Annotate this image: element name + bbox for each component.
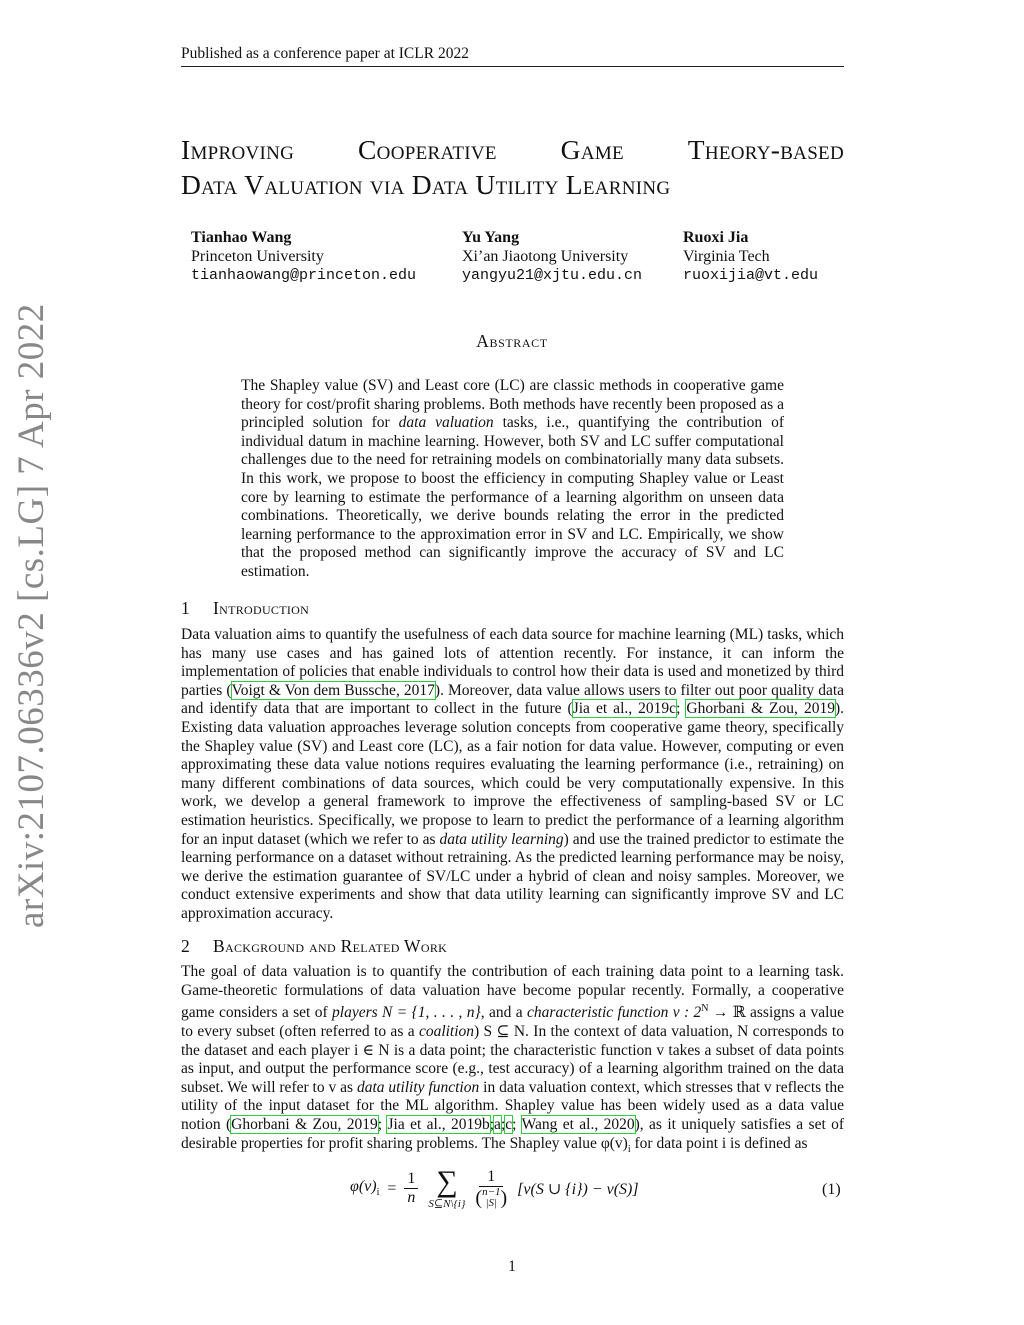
citation-year[interactable]: 2019b (450, 1115, 490, 1133)
eq-subscript: i (376, 1187, 380, 1199)
body-emphasis: coalition (418, 1022, 475, 1040)
abstract-text: The Shapley value (SV) and Least core (LC) are classic methods in cooperative game theory for cost/profit sharing problems. Both methods have recently been proposed as a principled solution for (241, 377, 784, 432)
section-number: 1 (181, 598, 191, 618)
citation-authors[interactable]: Ghorbani & Zou (686, 700, 795, 718)
body-text: in data valuation context, which stresses that v reflects the utility of the input dataset for the ML algorithm. Shapley value has been widely used as a data value notion ( (181, 1078, 844, 1133)
citation-year[interactable]: 2017 (403, 681, 435, 699)
citation-sep: ; (489, 1115, 495, 1133)
title-word: Theory-based (687, 134, 844, 165)
citation-link[interactable] (522, 1116, 635, 1133)
citation-sep: ; (377, 1115, 388, 1133)
math-subscript: i (627, 1143, 631, 1155)
author-email: tianhaowang@princeton.edu (191, 267, 417, 284)
eq-binomial: ( n−1 |S| ) (475, 1186, 508, 1209)
body-text: for data point i is defined as (630, 1134, 808, 1152)
author-name: Ruoxi Jia (683, 229, 749, 246)
citation-sep: , (395, 681, 404, 699)
body-emphasis: data utility learning (439, 830, 564, 848)
citation-link[interactable]: c (505, 1115, 513, 1133)
body-text: The goal of data valuation is to quantify the contribution of each training data point to a learning task. Game-theoretic formulations of data valuation have become popular recently. Formally, a cooperative game considers a set of (181, 963, 844, 1022)
eq-sum-index: S⊆N\{i} (428, 1198, 466, 1210)
abstract-body (241, 377, 784, 582)
citation-authors[interactable]: Voigt & Von dem Bussche (231, 681, 396, 699)
eq-numerator: 1 (479, 1168, 503, 1187)
citation-year[interactable]: 2020 (603, 1115, 635, 1133)
author-name: Tianhao Wang (191, 229, 292, 246)
citation-year[interactable]: 2019c (638, 700, 677, 718)
author-email: ruoxijia@vt.edu (683, 267, 819, 284)
equation-number: (1) (822, 1181, 841, 1198)
math-inline: v : 2 (668, 1004, 702, 1022)
body-emphasis: characteristic function (527, 1004, 669, 1022)
citation-sep: ; (676, 700, 687, 718)
equation-shapley (350, 1167, 639, 1210)
eq-binom-bottom: |S| (485, 1197, 498, 1209)
abstract-heading: Abstract (476, 331, 548, 351)
body-text: ), as it uniquely satisfies a set of desirable properties for profit sharing problems. The Shapley value φ(v) (181, 1115, 845, 1152)
page-number: 1 (508, 1258, 516, 1275)
abstract-text: tasks, i.e., quantifying the contribution of individual datum in machine learning. However, both SV and LC suffer computational challenges due to the need for retraining models on combinatorially many data subsets. In this work, we propose to boost the efficiency in computing Shapley value or Least core by learning to estimate the performance of a learning algorithm on unseen data combinations. Theoretically, we derive bounds relating the error in the predicted learning performance to the approximation error in SV and LC. Empirically, we show that the proposed method can significantly improve the accuracy of SV and LC estimation. (241, 414, 784, 580)
citation-link[interactable] (232, 682, 435, 699)
arxiv-stamp: arXiv:2107.06336v2 [cs.LG] 7 Apr 2022 (11, 303, 52, 928)
citation-sep: , (441, 1115, 451, 1133)
eq-summation (428, 1167, 465, 1210)
body-text: Data valuation aims to quantify the usefulness of each data source for machine learning (ML) tasks, which has many use cases and has gained lots of attention recently. For instance, it can inform the implementation of policies that enable individuals to control how their data is used and monetized by third parties ( (181, 626, 844, 699)
citation-link[interactable] (387, 1116, 489, 1133)
intro-paragraph (181, 626, 844, 924)
author-affiliation: Xi’an Jiaotong University (462, 248, 629, 265)
paper-title (181, 132, 844, 202)
author-affiliation: Virginia Tech (683, 248, 770, 265)
eq-sum-symbol: ∑ (436, 1165, 458, 1198)
title-word: Game (560, 134, 624, 165)
author-affiliation: Princeton University (191, 248, 324, 265)
body-text: ) and use the trained predictor to estimate the learning performance on a dataset without retraining. As the predicted learning performance may be noisy, we derive the estimation guarantee of SV/LC under a hybrid of clean and noisy samples. Moreover, we conduct extensive experiments and show that data utility learning can significantly improve SV and LC approximation accuracy. (181, 830, 844, 922)
eq-rhs: [v(S ∪ {i}) − v(S)] (517, 1180, 639, 1198)
running-head: Published as a conference paper at ICLR 2022 (181, 45, 469, 62)
math-inline: N = {1, . . . , n} (377, 1004, 481, 1022)
citation-link[interactable]: a (494, 1115, 501, 1133)
section-title: Introduction (213, 598, 310, 618)
citation-authors[interactable]: Ghorbani & Zou (231, 1115, 338, 1133)
citation-link[interactable] (686, 700, 835, 717)
citation-authors[interactable]: Jia et al. (387, 1115, 442, 1133)
citation-sep: ; (512, 1115, 522, 1133)
eq-fraction (475, 1168, 507, 1209)
eq-fraction (404, 1170, 418, 1207)
abstract-emphasis: data valuation (398, 414, 494, 432)
body-emphasis: players (332, 1004, 378, 1022)
citation-sep: , (337, 1115, 347, 1133)
header-rule (181, 66, 844, 67)
title-word: Improving (181, 134, 295, 165)
body-text: assigns a value to every subset (often referred to as a (181, 1004, 845, 1040)
citation-sep: , (594, 1115, 604, 1133)
citation-year[interactable]: 2019 (346, 1115, 378, 1133)
citation-year[interactable]: 2019 (803, 700, 835, 718)
background-paragraph (181, 963, 844, 1159)
eq-equals: = (383, 1179, 401, 1197)
eq-lhs: φ(v) (350, 1178, 377, 1196)
section-heading-background (181, 936, 447, 957)
eq-binom-top: n−1 (482, 1186, 501, 1198)
title-word: Cooperative (358, 134, 497, 165)
author-block (683, 228, 818, 285)
citation-authors[interactable]: Jia et al. (572, 700, 629, 718)
body-text: ) S ⊆ N. In the context of data valuation, N corresponds to the dataset and each player i ∈ N is a data point; the characteristic function v takes a subset of data points as input, and output the performance score (e.g., test accuracy) of a learning algorithm trained on the data subset. We will refer to v as (181, 1022, 844, 1096)
section-heading-introduction (181, 598, 309, 619)
citation-link[interactable] (231, 1116, 378, 1133)
eq-numerator: 1 (404, 1170, 418, 1189)
math-inline: → ℝ (708, 1004, 746, 1022)
citation-sep: , (628, 700, 639, 718)
author-block (462, 228, 642, 285)
author-block (191, 228, 416, 285)
body-text: ). Existing data valuation approaches leverage solution concepts from cooperative game theory, specifically the Shapley value (SV) and Least core (LC), as a fair notion for data value. However, computing or even approximating these data value notions requires evaluating the learning performance (i.e., retraining) on many different combinations of data sources, which could be very computationally expensive. In this work, we develop a general framework to improve the effectiveness of sampling-based SV or LC estimation heuristics. Specifically, we propose to learn to predict the performance of a learning algorithm for an input dataset (which we refer to as (181, 700, 845, 848)
citation-authors[interactable]: Wang et al. (521, 1115, 595, 1133)
body-emphasis: data utility function (356, 1078, 480, 1096)
citation-sep: , (794, 700, 804, 718)
citation-link[interactable] (573, 700, 676, 717)
body-text: ). Moreover, data value allows users to filter out poor quality data and identify data that are important to collect in the future ( (181, 681, 845, 718)
eq-denominator: n (407, 1189, 416, 1206)
author-name: Yu Yang (462, 229, 520, 246)
citation-sep: ; (500, 1115, 506, 1133)
section-title: Background and Related Work (213, 936, 448, 956)
author-email: yangyu21@xjtu.edu.cn (462, 267, 643, 284)
section-number: 2 (181, 936, 191, 956)
body-text: , and a (480, 1004, 528, 1022)
title-line-2: Data Valuation via Data Utility Learning (181, 169, 671, 200)
math-superscript: N (701, 1003, 709, 1015)
